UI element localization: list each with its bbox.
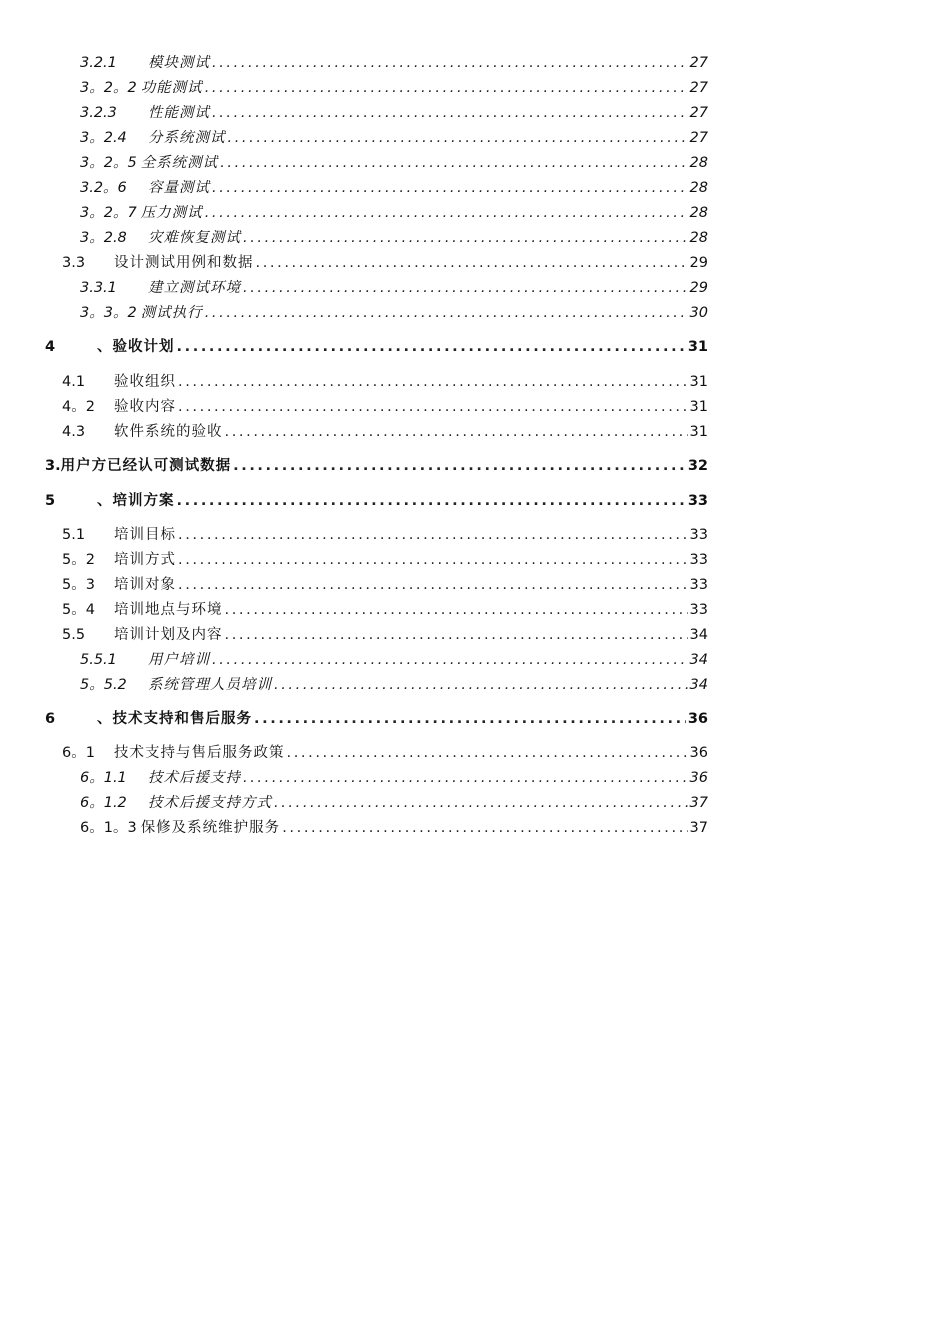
toc-entry-title: 系统管理人员培训 [148, 677, 272, 693]
toc-entry-page-number: 31 [689, 374, 708, 390]
toc-entry-page-number: 30 [689, 305, 708, 321]
dot-leader [220, 154, 687, 172]
toc-entry-title: 验收内容 [114, 399, 176, 415]
dot-leader [225, 626, 688, 644]
dot-leader [233, 457, 686, 475]
dot-leader [282, 819, 687, 837]
toc-entry[interactable] [0, 250, 708, 272]
toc-entry[interactable] [0, 275, 708, 297]
toc-entry-number: 3.2.3 [80, 105, 117, 121]
toc-entry-number: 3。2.4 [80, 130, 127, 146]
toc-entry-page-number: 27 [689, 55, 708, 71]
toc-entry-page-number: 28 [689, 155, 708, 171]
toc-entry[interactable] [0, 75, 708, 97]
dot-leader [243, 229, 688, 247]
dot-leader [243, 279, 688, 297]
toc-entry[interactable] [0, 547, 708, 569]
toc-entry[interactable] [0, 125, 708, 147]
toc-entry[interactable] [0, 419, 708, 441]
toc-entry-page-number: 32 [687, 458, 708, 474]
toc-entry-number: 3。3。2 [80, 305, 137, 321]
dot-leader [178, 576, 688, 594]
toc-entry-page-number: 34 [689, 627, 708, 643]
toc-entry[interactable] [0, 740, 708, 762]
toc-entry-title: 、培训方案 [97, 493, 175, 509]
toc-entry[interactable] [0, 622, 708, 644]
toc-entry-number: 3.2。6 [80, 180, 127, 196]
toc-entry-number: 5。3 [62, 577, 95, 593]
toc-entry-number: 5 [45, 493, 56, 509]
toc-entry-title: 技术后援支持方式 [148, 795, 272, 811]
toc-entry[interactable] [0, 369, 708, 391]
toc-entry-number: 5.5.1 [80, 652, 117, 668]
toc-entry-title: 培训目标 [114, 527, 176, 543]
toc-entry-number: 4。2 [62, 399, 95, 415]
dot-leader [178, 398, 688, 416]
toc-entry-number: 3。2。2 [80, 80, 137, 96]
toc-entry-page-number: 27 [689, 80, 708, 96]
toc-entry-page-number: 34 [689, 652, 708, 668]
dot-leader [225, 423, 688, 441]
dot-leader [178, 526, 688, 544]
toc-entry-page-number: 33 [687, 493, 708, 509]
toc-entry-title: 压力测试 [140, 205, 203, 221]
toc-entry-page-number: 33 [689, 577, 708, 593]
toc-entry-title: 测试执行 [140, 305, 203, 321]
toc-entry[interactable] [0, 150, 708, 172]
toc-entry-number: 3.2.1 [80, 55, 117, 71]
dot-leader [243, 769, 688, 787]
toc-entry-title: 用户培训 [148, 652, 210, 668]
toc-entry-page-number: 33 [689, 602, 708, 618]
dot-leader [228, 129, 688, 147]
toc-entry-number: 3。2.8 [80, 230, 127, 246]
toc-entry-number: 5.5 [62, 627, 86, 643]
toc-entry[interactable] [0, 488, 708, 510]
toc-entry-title: 建立测试环境 [148, 280, 241, 296]
toc-entry-title: 模块测试 [148, 55, 210, 71]
toc-entry[interactable] [0, 453, 708, 475]
toc-entry-page-number: 31 [687, 339, 708, 355]
toc-entry[interactable] [0, 100, 708, 122]
dot-leader [287, 744, 688, 762]
dot-leader [177, 338, 686, 356]
toc-entry[interactable] [0, 815, 708, 837]
toc-entry-number: 4.3 [62, 424, 86, 440]
toc-entry-title: 全系统测试 [140, 155, 219, 171]
toc-entry[interactable] [0, 522, 708, 544]
toc-entry-title: 软件系统的验收 [114, 424, 223, 440]
toc-entry[interactable] [0, 50, 708, 72]
toc-entry-page-number: 29 [689, 280, 708, 296]
toc-entry-title: 容量测试 [148, 180, 210, 196]
toc-entry-title: 灾难恢复测试 [148, 230, 241, 246]
toc-entry-title: 功能测试 [140, 80, 203, 96]
toc-entry-number: 3。2。7 [80, 205, 137, 221]
dot-leader [205, 79, 688, 97]
dot-leader [178, 373, 688, 391]
toc-entry[interactable] [0, 334, 708, 356]
toc-entry[interactable] [0, 790, 708, 812]
toc-entry-page-number: 28 [689, 230, 708, 246]
toc-entry[interactable] [0, 300, 708, 322]
toc-entry-number: 5。5.2 [80, 677, 127, 693]
toc-entry-page-number: 37 [689, 820, 708, 836]
toc-entry-page-number: 28 [689, 205, 708, 221]
toc-entry-title: 设计测试用例和数据 [114, 255, 254, 271]
toc-entry-number: 3。2。5 [80, 155, 137, 171]
toc-entry-title: 分系统测试 [148, 130, 226, 146]
toc-entry-page-number: 36 [689, 745, 708, 761]
dot-leader [254, 710, 686, 728]
toc-entry-page-number: 36 [687, 711, 708, 727]
toc-entry-page-number: 27 [689, 105, 708, 121]
toc-entry-page-number: 33 [689, 552, 708, 568]
toc-entry-page-number: 28 [689, 180, 708, 196]
toc-entry-number: 3. [45, 458, 61, 474]
toc-entry-page-number: 37 [689, 795, 708, 811]
toc-entry-title: 保修及系统维护服务 [140, 820, 281, 836]
toc-entry-number: 4.1 [62, 374, 86, 390]
dot-leader [212, 651, 688, 669]
toc-entry-number: 6。1 [62, 745, 95, 761]
toc-entry-number: 6 [45, 711, 56, 727]
dot-leader [212, 179, 688, 197]
dot-leader [256, 254, 688, 272]
toc-entry-number: 6。1.1 [80, 770, 127, 786]
toc-entry-title: 培训计划及内容 [114, 627, 223, 643]
toc-entry-title: 性能测试 [148, 105, 210, 121]
toc-entry[interactable] [0, 200, 708, 222]
toc-entry[interactable] [0, 572, 708, 594]
toc-entry-title: 培训对象 [114, 577, 176, 593]
toc-entry-title: 、验收计划 [97, 339, 175, 355]
toc-entry[interactable] [0, 765, 708, 787]
toc-entry-page-number: 34 [689, 677, 708, 693]
dot-leader [274, 794, 688, 812]
toc-entry[interactable] [0, 672, 708, 694]
toc-entry[interactable] [0, 225, 708, 247]
toc-entry-page-number: 31 [689, 424, 708, 440]
dot-leader [212, 104, 688, 122]
toc-entry-page-number: 36 [689, 770, 708, 786]
toc-entry-number: 5.1 [62, 527, 86, 543]
toc-entry-title: 技术后援支持 [148, 770, 241, 786]
dot-leader [225, 601, 688, 619]
toc-entry[interactable] [0, 647, 708, 669]
toc-entry-number: 3.3 [62, 255, 86, 271]
toc-entry-page-number: 27 [689, 130, 708, 146]
toc-entry-number: 6。1.2 [80, 795, 127, 811]
toc-entry-title: 用户方已经认可测试数据 [60, 458, 232, 474]
toc-entry-page-number: 29 [689, 255, 708, 271]
toc-entry-number: 5。2 [62, 552, 95, 568]
toc-entry-title: 培训地点与环境 [114, 602, 223, 618]
toc-entry-number: 3.3.1 [80, 280, 117, 296]
dot-leader [212, 54, 688, 72]
toc-entry-page-number: 31 [689, 399, 708, 415]
toc-entry-page-number: 33 [689, 527, 708, 543]
toc-entry-number: 4 [45, 339, 56, 355]
toc-entry[interactable] [0, 706, 708, 728]
toc-entry[interactable] [0, 597, 708, 619]
dot-leader [274, 676, 688, 694]
toc-entry-title: 培训方式 [114, 552, 176, 568]
dot-leader [205, 204, 688, 222]
toc-entry[interactable] [0, 175, 708, 197]
dot-leader [205, 304, 688, 322]
toc-entry-title: 验收组织 [114, 374, 176, 390]
dot-leader [177, 492, 686, 510]
toc-entry-number: 6。1。3 [80, 820, 137, 836]
toc-entry-title: 技术支持与售后服务政策 [114, 745, 285, 761]
dot-leader [178, 551, 688, 569]
toc-entry[interactable] [0, 394, 708, 416]
toc-entry-number: 5。4 [62, 602, 95, 618]
toc-entry-title: 、技术支持和售后服务 [97, 711, 252, 727]
